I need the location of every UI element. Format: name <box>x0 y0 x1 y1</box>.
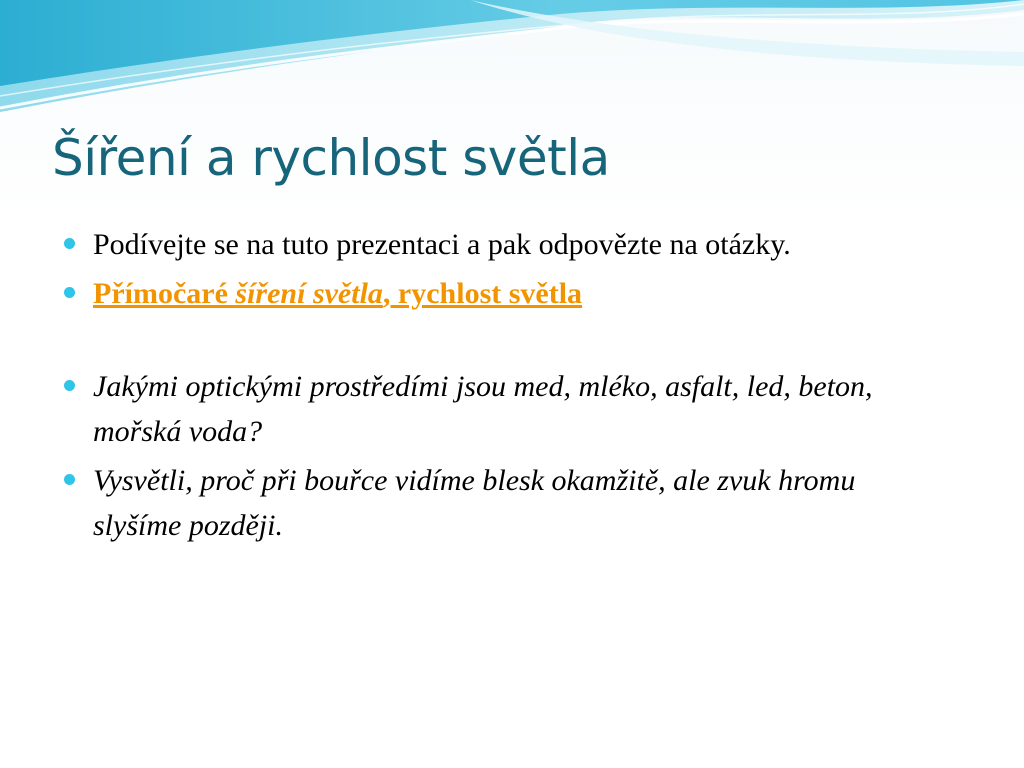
bullet-text: Podívejte se na tuto prezentaci a pak odpovězte na otázky. <box>93 228 791 261</box>
bullet-dot-icon <box>64 238 75 249</box>
bullet-dot-icon <box>64 474 75 485</box>
link-text-part1[interactable]: Přímočaré <box>93 277 236 310</box>
link-text-part2[interactable]: šíření světla <box>235 277 383 310</box>
decorative-wave-header <box>0 0 1024 130</box>
slide-title: Šíření a rychlost světla <box>52 129 610 187</box>
presentation-link[interactable] <box>93 277 582 310</box>
bullet-item-4 <box>64 458 944 548</box>
bullet-dot-icon <box>64 287 75 298</box>
link-text-part3[interactable]: , rychlost světla <box>382 277 583 310</box>
bullet-item-3 <box>64 364 944 454</box>
bullet-item-1 <box>64 222 944 267</box>
bullet-text: Vysvětli, proč při bouřce vidíme blesk okamžitě, ale zvuk hromu slyšíme později. <box>93 464 856 542</box>
bullet-item-2 <box>64 271 944 316</box>
bullet-text: Jakými optickými prostředími jsou med, mléko, asfalt, led, beton, mořská voda? <box>93 370 873 448</box>
bullet-dot-icon <box>64 380 75 391</box>
bullet-list <box>64 222 944 552</box>
